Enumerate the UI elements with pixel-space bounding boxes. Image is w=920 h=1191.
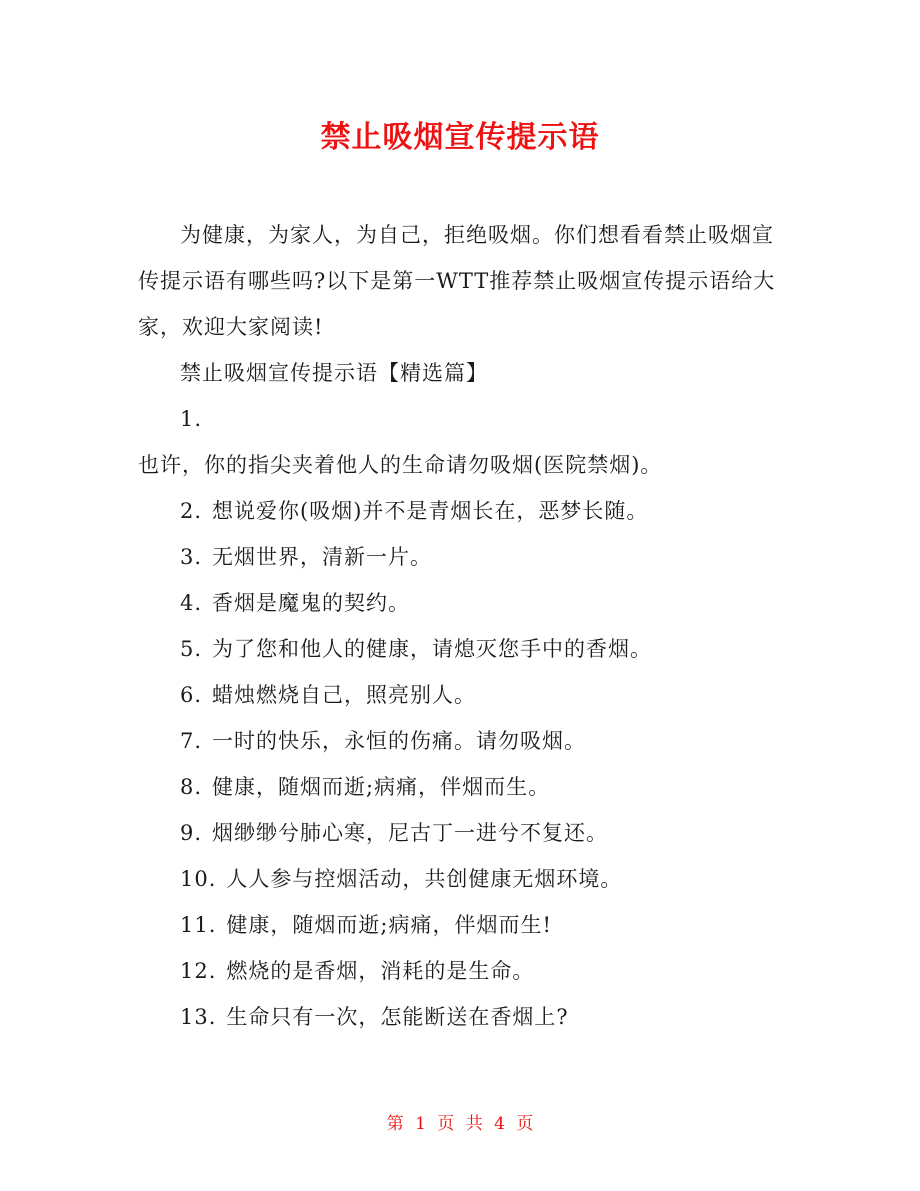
list-item-text: 无烟世界，清新一片。 <box>212 545 433 569</box>
list-item <box>138 718 788 764</box>
list-item-text: 一时的快乐，永恒的伤痛。请勿吸烟。 <box>212 729 587 753</box>
list-item <box>138 994 788 1040</box>
list-item <box>138 580 788 626</box>
list-item <box>138 810 788 856</box>
list-item <box>138 856 788 902</box>
list-item-number: 8. <box>180 775 203 799</box>
slogan-list <box>138 488 788 1040</box>
list-item <box>138 672 788 718</box>
list-item-number: 3. <box>180 545 203 569</box>
list-item <box>138 534 788 580</box>
list-item <box>138 764 788 810</box>
list-item <box>138 488 788 534</box>
list-item-number: 9. <box>180 821 203 845</box>
list-item-number: 5. <box>180 637 203 661</box>
list-item-text: 健康，随烟而逝;病痛，伴烟而生! <box>226 913 552 937</box>
list-item-number: 12. <box>180 959 217 983</box>
list-item <box>138 948 788 994</box>
list-item-text: 生命只有一次，怎能断送在香烟上? <box>226 1005 569 1029</box>
list-item-text: 烟缈缈兮肺心寒，尼古丁一进兮不复还。 <box>212 821 609 845</box>
list-item-number: 10. <box>180 867 217 891</box>
list-item-number: 13. <box>180 1005 217 1029</box>
list-item <box>138 626 788 672</box>
list-item-number: 7. <box>180 729 203 753</box>
list-item-number: 2. <box>180 499 203 523</box>
list-item <box>138 902 788 948</box>
document-body <box>138 212 788 1040</box>
list-item-text: 人人参与控烟活动，共创健康无烟环境。 <box>226 867 623 891</box>
section-heading: 禁止吸烟宣传提示语【精选篇】 <box>180 361 488 385</box>
list-item-number: 4. <box>180 591 203 615</box>
list-item-text: 健康，随烟而逝;病痛，伴烟而生。 <box>212 775 551 799</box>
list-item-number: 11. <box>180 913 217 937</box>
list-item-text: 为了您和他人的健康，请熄灭您手中的香烟。 <box>212 637 653 661</box>
list-item-text: 燃烧的是香烟，消耗的是生命。 <box>226 959 535 983</box>
list-item-number: 6. <box>180 683 203 707</box>
list-item-text: 香烟是魔鬼的契约。 <box>212 591 411 615</box>
list-item-text: 蜡烛燃烧自己，照亮别人。 <box>212 683 477 707</box>
item-1-number: 1. <box>180 407 203 431</box>
list-item-text: 想说爱你(吸烟)并不是青烟长在，恶梦长随。 <box>212 499 649 523</box>
document-title: 禁止吸烟宣传提示语 <box>320 120 600 155</box>
intro-paragraph: 为健康，为家人，为自己，拒绝吸烟。你们想看看禁止吸烟宣传提示语有哪些吗?以下是第一WTT推荐禁止吸烟宣传提示语给大家，欢迎大家阅读! <box>138 223 776 339</box>
item-1-text: 也许，你的指尖夹着他人的生命请勿吸烟(医院禁烟)。 <box>138 453 663 477</box>
page-footer: 第 1 页 共 4 页 <box>386 1114 534 1134</box>
